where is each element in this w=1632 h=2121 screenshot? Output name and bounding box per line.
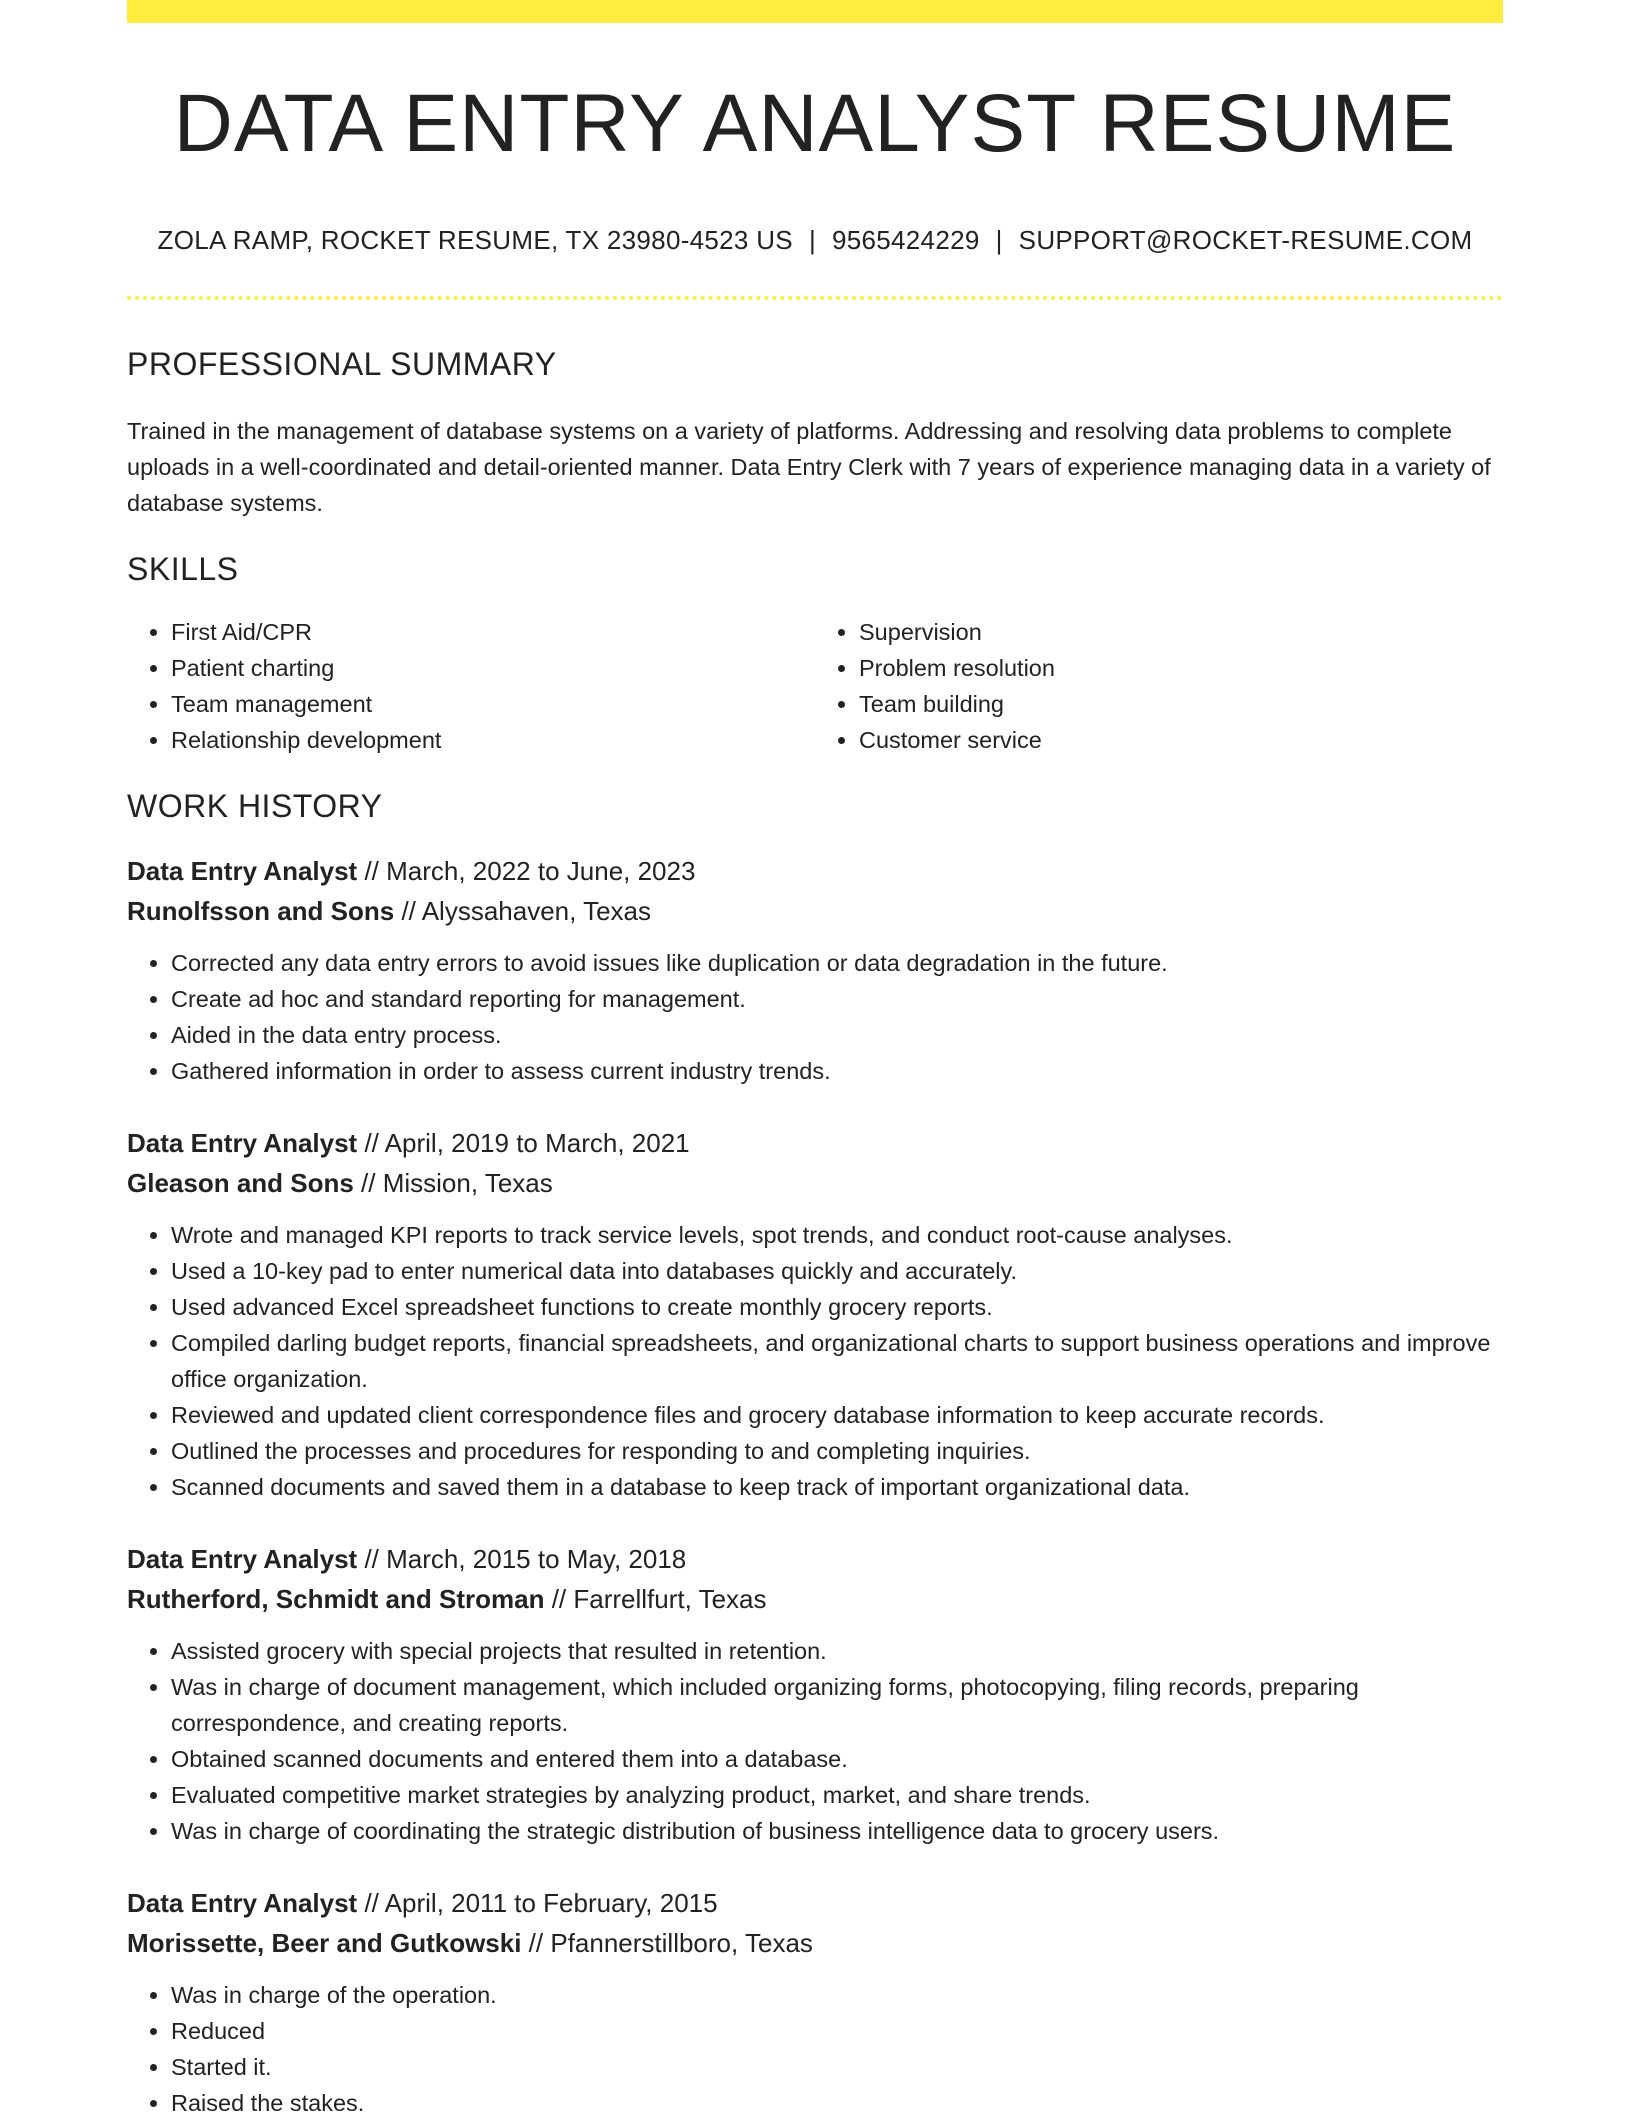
job-company: Morissette, Beer and Gutkowski	[127, 1928, 522, 1959]
job-company: Rutherford, Schmidt and Stroman	[127, 1584, 545, 1615]
job-bullet: • Evaluated competitive market strategies by analyzing product, market, and share trends.	[171, 1777, 1503, 1813]
summary-heading: PROFESSIONAL SUMMARY	[127, 346, 557, 383]
job-bullets	[127, 1977, 1503, 2121]
job-title-line	[127, 1883, 1503, 1923]
job-bullet: • Assisted grocery with special projects that resulted in retention.	[171, 1633, 1503, 1669]
skills-list	[127, 614, 1503, 758]
contact-line	[127, 225, 1503, 256]
job-location: // Mission, Texas	[353, 1168, 553, 1199]
job-location: // Alyssahaven, Texas	[394, 896, 652, 927]
skill-item: • Problem resolution	[859, 650, 1503, 686]
job-entry	[127, 1883, 1503, 2121]
skill-item: • Supervision	[859, 614, 1503, 650]
job-dates: // April, 2019 to March, 2021	[357, 1128, 690, 1159]
job-bullets	[127, 1633, 1503, 1849]
job-bullet: • Create ad hoc and standard reporting for management.	[171, 981, 1503, 1017]
job-company-line	[127, 1163, 1503, 1203]
job-dates: // March, 2022 to June, 2023	[357, 856, 696, 887]
skill-item: • Team management	[171, 686, 815, 722]
job-dates: // March, 2015 to May, 2018	[357, 1544, 687, 1575]
job-bullet: • Aided in the data entry process.	[171, 1017, 1503, 1053]
skill-item: • Patient charting	[171, 650, 815, 686]
job-title-line	[127, 1123, 1503, 1163]
resume-title: DATA ENTRY ANALYST RESUME	[173, 78, 1457, 169]
job-company: Gleason and Sons	[127, 1168, 354, 1199]
job-location: // Farrellfurt, Texas	[544, 1584, 767, 1615]
work-history-heading: WORK HISTORY	[127, 788, 383, 825]
resume-page	[127, 0, 1503, 2121]
job-entry	[127, 851, 1503, 1089]
skills-column-left	[127, 614, 815, 758]
job-title: Data Entry Analyst	[127, 856, 358, 887]
contact-phone: 9565424229	[832, 225, 980, 256]
summary-text: Trained in the management of database systems on a variety of platforms. Addressing and resolving data problems to complete uploads in a well-coordinated and detail-oriented manner. Data Entry Clerk with 7 years of experience managing data in a variety of database systems.	[127, 418, 1491, 517]
skill-item: • Relationship development	[171, 722, 815, 758]
job-entry	[127, 1539, 1503, 1849]
job-bullet: • Corrected any data entry errors to avoid issues like duplication or data degradation in the future.	[171, 945, 1503, 981]
job-bullet: • Used a 10-key pad to enter numerical data into databases quickly and accurately.	[171, 1253, 1503, 1289]
job-title: Data Entry Analyst	[127, 1544, 358, 1575]
contact-separator: |	[995, 225, 1003, 256]
skill-item: • Team building	[859, 686, 1503, 722]
job-bullet: • Reduced	[171, 2013, 1503, 2049]
job-bullet: • Obtained scanned documents and entered them into a database.	[171, 1741, 1503, 1777]
job-bullet: • Reviewed and updated client correspondence files and grocery database information to keep accurate records.	[171, 1397, 1503, 1433]
job-bullets	[127, 1217, 1503, 1505]
job-company-line	[127, 1579, 1503, 1619]
job-location: // Pfannerstillboro, Texas	[521, 1928, 813, 1959]
job-bullet: • Was in charge of coordinating the strategic distribution of business intelligence data to grocery users.	[171, 1813, 1503, 1849]
contact-separator: |	[808, 225, 816, 256]
job-dates: // April, 2011 to February, 2015	[357, 1888, 718, 1919]
job-bullets	[127, 945, 1503, 1089]
top-accent-bar	[127, 0, 1503, 23]
contact-address: ZOLA RAMP, ROCKET RESUME, TX 23980-4523 US	[157, 225, 793, 256]
job-company-line	[127, 1923, 1503, 1963]
job-title: Data Entry Analyst	[127, 1128, 358, 1159]
contact-email: SUPPORT@ROCKET-RESUME.COM	[1018, 225, 1473, 256]
skills-column-right	[815, 614, 1503, 758]
skill-item: • First Aid/CPR	[171, 614, 815, 650]
job-entry	[127, 1123, 1503, 1505]
job-company-line	[127, 891, 1503, 931]
job-bullet: • Was in charge of document management, which included organizing forms, photocopying, filing records, preparing correspondence, and creating reports.	[171, 1669, 1503, 1741]
job-company: Runolfsson and Sons	[127, 896, 395, 927]
job-title: Data Entry Analyst	[127, 1888, 358, 1919]
job-bullet: • Started it.	[171, 2049, 1503, 2085]
job-bullet: • Raised the stakes.	[171, 2085, 1503, 2121]
job-bullet: • Compiled darling budget reports, financial spreadsheets, and organizational charts to support business operations and improve office organization.	[171, 1325, 1503, 1397]
job-bullet: • Was in charge of the operation.	[171, 1977, 1503, 2013]
skill-item: • Customer service	[859, 722, 1503, 758]
job-bullet: • Outlined the processes and procedures for responding to and completing inquiries.	[171, 1433, 1503, 1469]
dotted-divider	[127, 296, 1503, 300]
skills-heading: SKILLS	[127, 551, 239, 588]
job-title-line	[127, 851, 1503, 891]
job-bullet: • Gathered information in order to assess current industry trends.	[171, 1053, 1503, 1089]
job-bullet: • Scanned documents and saved them in a database to keep track of important organizational data.	[171, 1469, 1503, 1505]
job-bullet: • Wrote and managed KPI reports to track service levels, spot trends, and conduct root-cause analyses.	[171, 1217, 1503, 1253]
job-title-line	[127, 1539, 1503, 1579]
job-bullet: • Used advanced Excel spreadsheet functions to create monthly grocery reports.	[171, 1289, 1503, 1325]
